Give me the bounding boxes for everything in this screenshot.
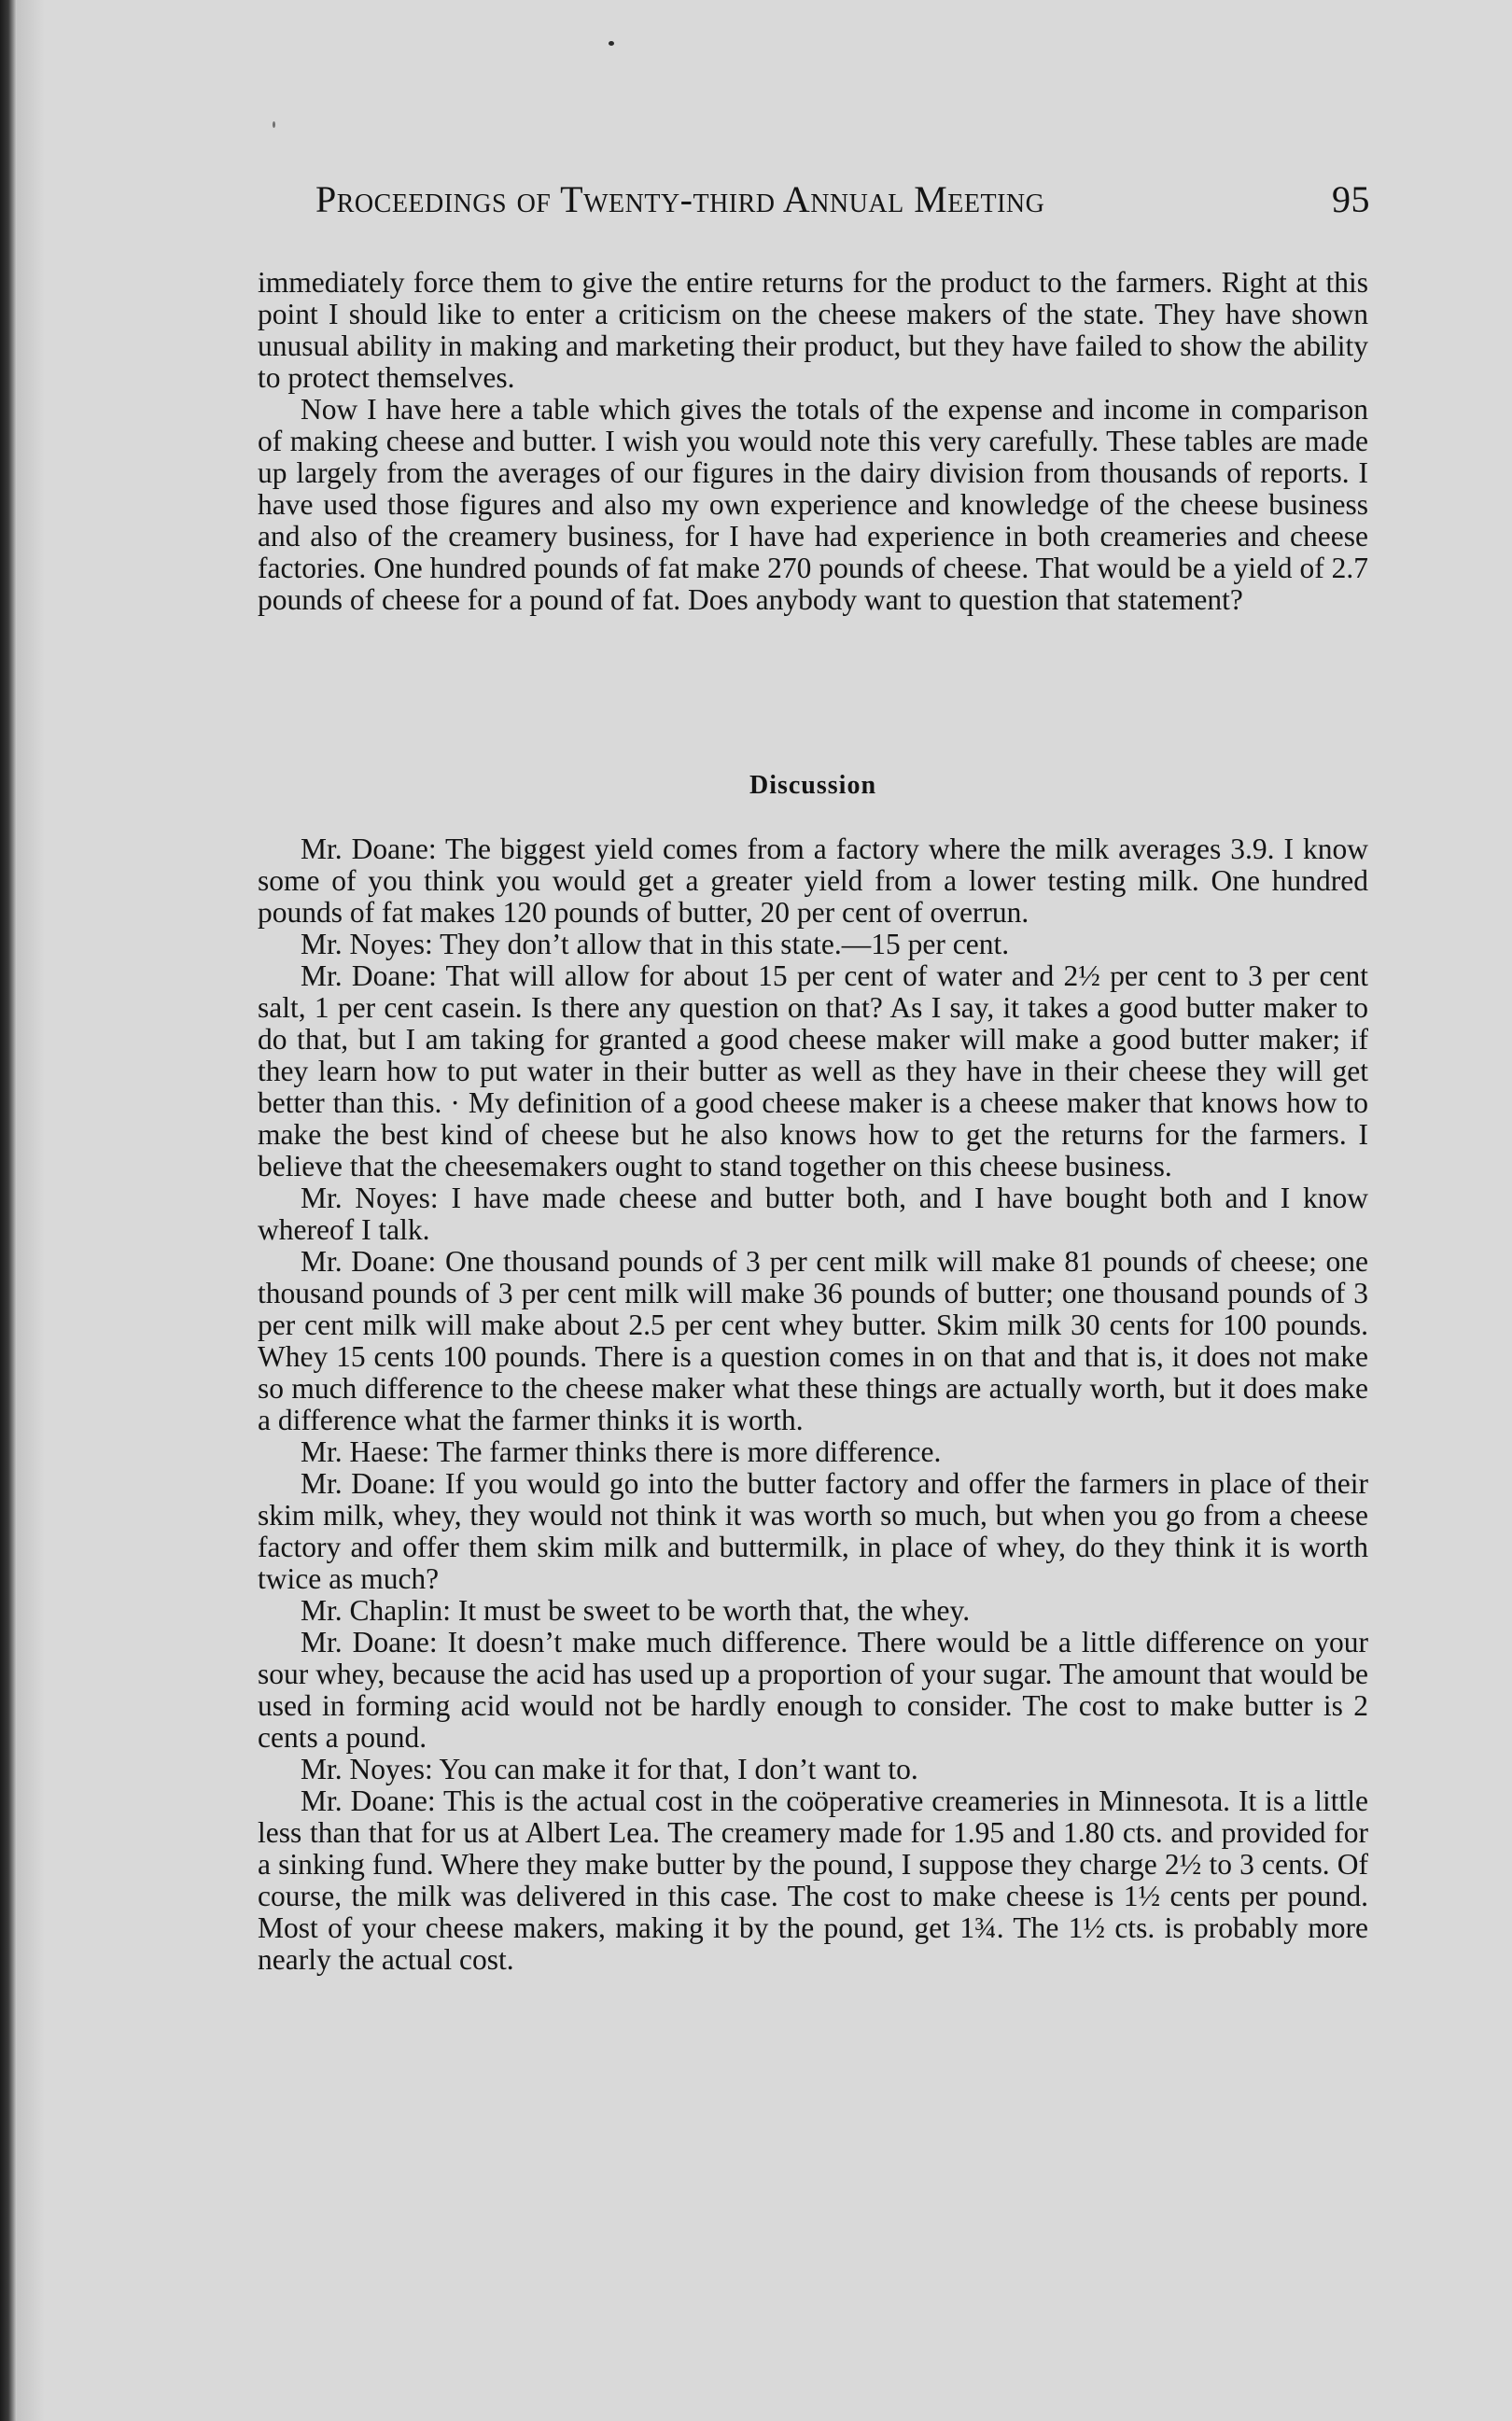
binding-shadow — [0, 0, 17, 2421]
discussion-entry — [258, 929, 1368, 960]
speech-text: I have made cheese and butter both, and I have bought both and I know whereof I talk. — [258, 1182, 1369, 1246]
intro-text — [258, 267, 1368, 616]
discussion-entry — [258, 1627, 1368, 1754]
page-gutter — [17, 0, 45, 2421]
running-header — [315, 177, 1370, 226]
speaker-name: Mr. Chaplin: — [301, 1594, 452, 1627]
speaker-name: Mr. Noyes: — [301, 1753, 433, 1785]
page-number: 95 — [1332, 178, 1370, 220]
discussion-entry — [258, 1754, 1368, 1785]
discussion-transcript — [258, 833, 1368, 1976]
paragraph: Now I have here a table which gives the totals of the expense and income in comparison of making cheese and butter. I wish you would note this very carefully. These tables are made up largely from the averages of our figures in the dairy division from thousands of reports. I have used those figures and also my own experience and knowledge of the cheese business and also of the creamery business, for I have had experience in both creameries and cheese factories. One hundred pounds of fat make 270 pounds of cheese. That would be a yield of 2.7 pounds of cheese for a pound of fat. Does anybody want to question that statement? — [258, 393, 1368, 616]
speech-text: You can make it for that, I don’t want to. — [439, 1753, 918, 1785]
speaker-name: Mr. Doane: — [301, 833, 437, 865]
speaker-name: Mr. Doane: — [301, 1467, 437, 1500]
discussion-entry — [258, 1595, 1368, 1627]
speaker-name: Mr. Doane: — [301, 1784, 436, 1817]
speaker-name: Mr. Doane: — [301, 959, 437, 992]
speaker-name: Mr. Noyes: — [301, 928, 433, 960]
discussion-entry — [258, 1246, 1368, 1436]
speech-text: If you would go into the butter factory and offer the farmers in place of their skim milk, whey, they would not think it was worth so much, but when you go from a cheese factory and offer them skim milk and buttermilk, in place of whey, do they think it is worth twice as much? — [258, 1467, 1368, 1595]
discussion-entry — [258, 1785, 1368, 1976]
speech-text: The farmer thinks there is more difference. — [436, 1435, 942, 1468]
speaker-name: Mr. Doane: — [301, 1245, 437, 1278]
paragraph: immediately force them to give the entire returns for the product to the farmers. Right at this point I should like to enter a criticism on the cheese makers of the state. They have shown unusual ability in making and marketing their product, but they have failed to show the ability to protect themselves. — [258, 266, 1368, 394]
speech-text: One thousand pounds of 3 per cent milk will make 81 pounds of cheese; one thousand pounds of 3 per cent milk will make 36 pounds of butter; one thousand pounds of 3 per cent milk will make about 2.5 per cent whey butter. Skim milk 30 cents for 100 pounds. Whey 15 cents 100 pounds. There is a question comes in on that and that is, it does not make so much difference to the cheese maker what these things are actually worth, but it does make a difference what the farmer thinks it is worth. — [258, 1245, 1368, 1436]
speech-text: They don’t allow that in this state.—15 per cent. — [440, 928, 1010, 960]
speech-text: This is the actual cost in the coöperative creameries in Minnesota. It is a little less than that for us at Albert Lea. The creamery made for 1.95 and 1.80 cts. and provided for a sinking fund. Where they make butter by the pound, I suppose they charge 2½ to 3 cents. Of course, the milk was delivered in this case. The cost to make cheese is 1½ cents per pound. Most of your cheese makers, making it by the pound, get 1¾. The 1½ cts. is probably more nearly the actual cost. — [258, 1784, 1368, 1976]
paper-speck — [609, 41, 614, 46]
discussion-entry — [258, 1468, 1368, 1595]
speaker-name: Mr. Doane: — [301, 1626, 438, 1658]
speech-text: It doesn’t make much difference. There would be a little difference on your sour whey, because the acid has used up a proportion of your sugar. The amount that would be used in forming acid would not be hardly enough to consider. The cost to make butter is 2 cents a pound. — [258, 1626, 1368, 1754]
speech-text: The biggest yield comes from a factory where the milk averages 3.9. I know some of you think you would get a greater yield from a lower testing milk. One hundred pounds of fat makes 120 pounds of butter, 20 per cent of overrun. — [258, 833, 1368, 929]
discussion-entry — [258, 833, 1368, 929]
speaker-name: Mr. Haese: — [301, 1435, 430, 1468]
paper-speck — [273, 121, 275, 128]
discussion-entry — [258, 1436, 1368, 1468]
speech-text: It must be sweet to be worth that, the whey. — [457, 1594, 971, 1627]
speaker-name: Mr. Noyes: — [301, 1182, 439, 1214]
running-title: Proceedings of Twenty-third Annual Meeting — [315, 178, 1045, 220]
speech-text: That will allow for about 15 per cent of water and 2½ per cent to 3 per cent salt, 1 per cent casein. Is there any question on that? As I say, it takes a good butter maker to do that, but I am taking for granted a good cheese maker will make a good butter maker; if they learn how to put water in their butter as well as they have in their cheese they will get better than this. · My definition of a good cheese maker is a cheese maker that knows how to make the best kind of cheese but he also knows how to get the returns for the farmers. I believe that the cheesemakers ought to stand together on this cheese business. — [258, 959, 1368, 1183]
discussion-entry — [258, 1183, 1368, 1246]
section-heading: Discussion — [749, 771, 877, 800]
discussion-entry — [258, 960, 1368, 1183]
